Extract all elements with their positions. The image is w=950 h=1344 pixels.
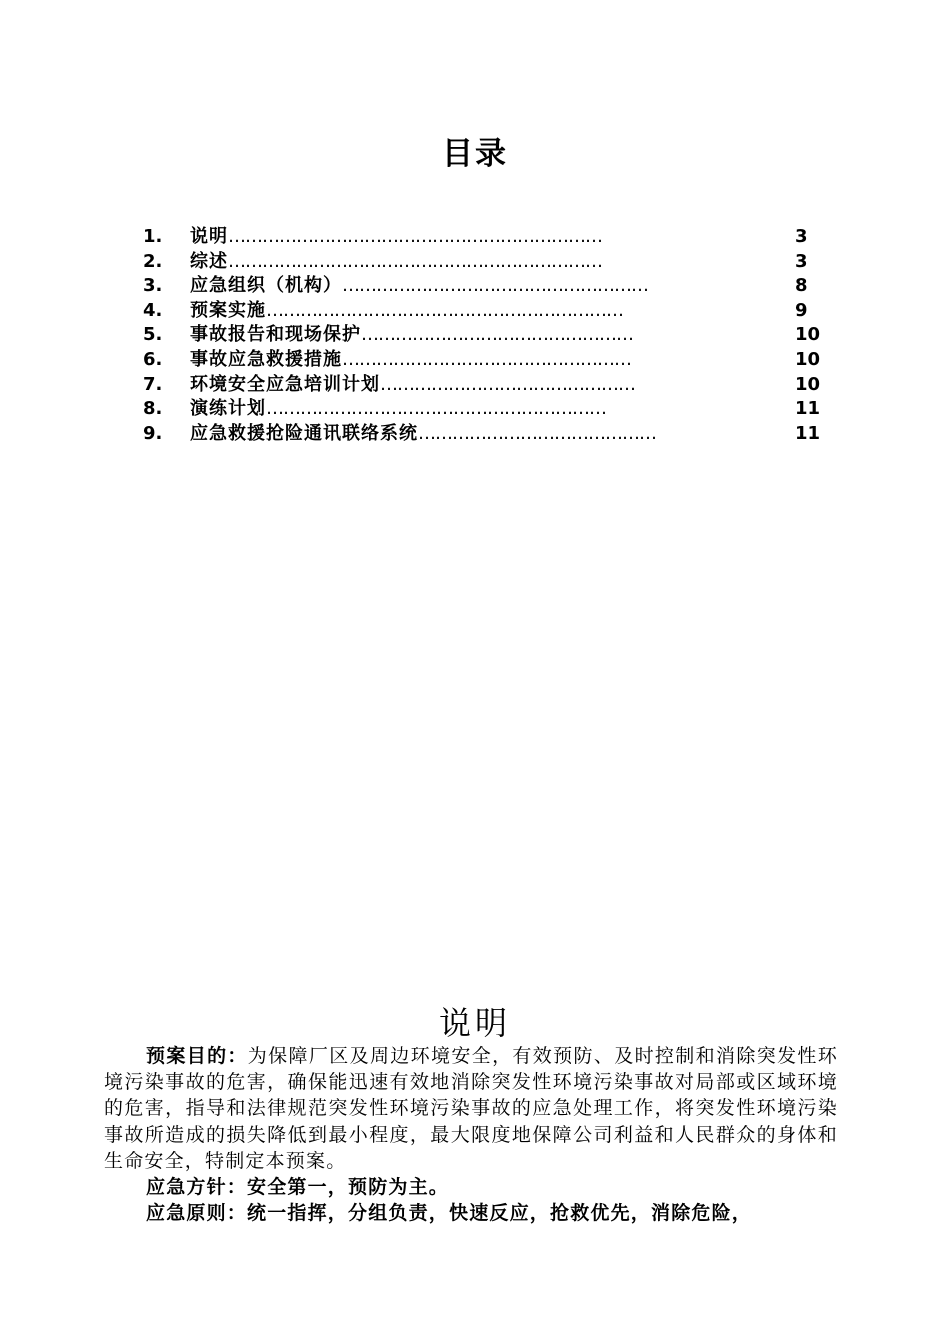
toc-entry[interactable] — [143, 422, 821, 447]
toc-entry-page: 11 — [795, 398, 821, 420]
toc-entry-number: 3. — [143, 275, 163, 297]
toc-entry-page: 10 — [795, 348, 821, 370]
toc-entry-page: 11 — [795, 422, 821, 444]
toc-entry[interactable] — [143, 373, 821, 398]
table-of-contents — [143, 225, 821, 446]
policy-line: 应急方针：安全第一，预防为主。 — [146, 1176, 450, 1199]
toc-leader-dots: ……………………………………………… — [342, 275, 648, 297]
toc-entry[interactable] — [143, 397, 821, 422]
toc-entry-label: 应急组织（机构） — [190, 275, 342, 297]
toc-entry-label: 说明 — [190, 226, 228, 247]
toc-entry-number: 4. — [143, 299, 163, 321]
toc-entry-page: 3 — [795, 250, 808, 272]
toc-entry-number: 2. — [143, 250, 163, 272]
toc-entry-label: 应急救援抢险通讯联络系统 — [190, 422, 418, 444]
toc-leader-dots: …………………………………………………… — [266, 398, 606, 420]
toc-entry[interactable] — [143, 250, 808, 275]
toc-entry-label: 预案实施 — [190, 299, 266, 321]
toc-leader-dots: ………………………………………………………… — [228, 250, 602, 272]
toc-entry[interactable] — [143, 225, 808, 250]
toc-entry-page: 8 — [795, 275, 808, 297]
toc-entry-label: 事故报告和现场保护 — [190, 324, 361, 346]
section-title: 说明 — [438, 1004, 511, 1042]
toc-entry-number: 6. — [143, 348, 163, 370]
purpose-text: 为保障厂区及周边环境安全，有效预防、及时控制和消除突发性环境污染事故的危害，确保能迅速有效地消除突发性环境污染事故对局部或区域环境的危害，指导和法律规范突发性环境污染事故的应急处理工作，将突发性环境污染事故所造成的损失降低到最小程度，最大限度地保障公司利益和人民群众的身体和生命安全，特制定本预案。 — [104, 1045, 838, 1172]
toc-entry-number: 1. — [143, 226, 163, 247]
toc-entry-page: 3 — [795, 226, 808, 247]
toc-entry-page: 10 — [795, 324, 821, 346]
toc-title: 目录 — [442, 136, 508, 172]
toc-entry-number: 8. — [143, 398, 163, 420]
purpose-paragraph — [104, 1043, 838, 1174]
toc-entry-label: 综述 — [190, 250, 228, 272]
toc-entry-page: 10 — [795, 373, 821, 395]
toc-entry-label: 事故应急救援措施 — [190, 348, 342, 370]
toc-entry-number: 7. — [143, 373, 163, 395]
toc-entry-label: 环境安全应急培训计划 — [190, 373, 380, 395]
toc-entry-number: 9. — [143, 422, 163, 444]
toc-entry[interactable] — [143, 299, 808, 324]
toc-leader-dots: ……………………………………………………… — [266, 299, 623, 321]
toc-entry-page: 9 — [795, 299, 808, 321]
purpose-label: 预案目的： — [146, 1045, 248, 1067]
toc-entry[interactable] — [143, 274, 808, 299]
toc-leader-dots: ………………………………………………………… — [228, 226, 602, 247]
toc-entry-number: 5. — [143, 324, 163, 346]
section-body — [104, 1043, 838, 1226]
toc-leader-dots: ……………………………………… — [380, 373, 635, 395]
principle-line: 应急原则：统一指挥，分组负责，快速反应，抢救优先，消除危险， — [146, 1202, 753, 1225]
toc-leader-dots: …………………………………… — [418, 422, 656, 444]
toc-entry[interactable] — [143, 323, 821, 348]
toc-entry[interactable] — [143, 348, 821, 373]
toc-leader-dots: …………………………………………… — [342, 348, 631, 370]
toc-entry-label: 演练计划 — [190, 398, 266, 420]
toc-leader-dots: ………………………………………… — [361, 324, 633, 346]
